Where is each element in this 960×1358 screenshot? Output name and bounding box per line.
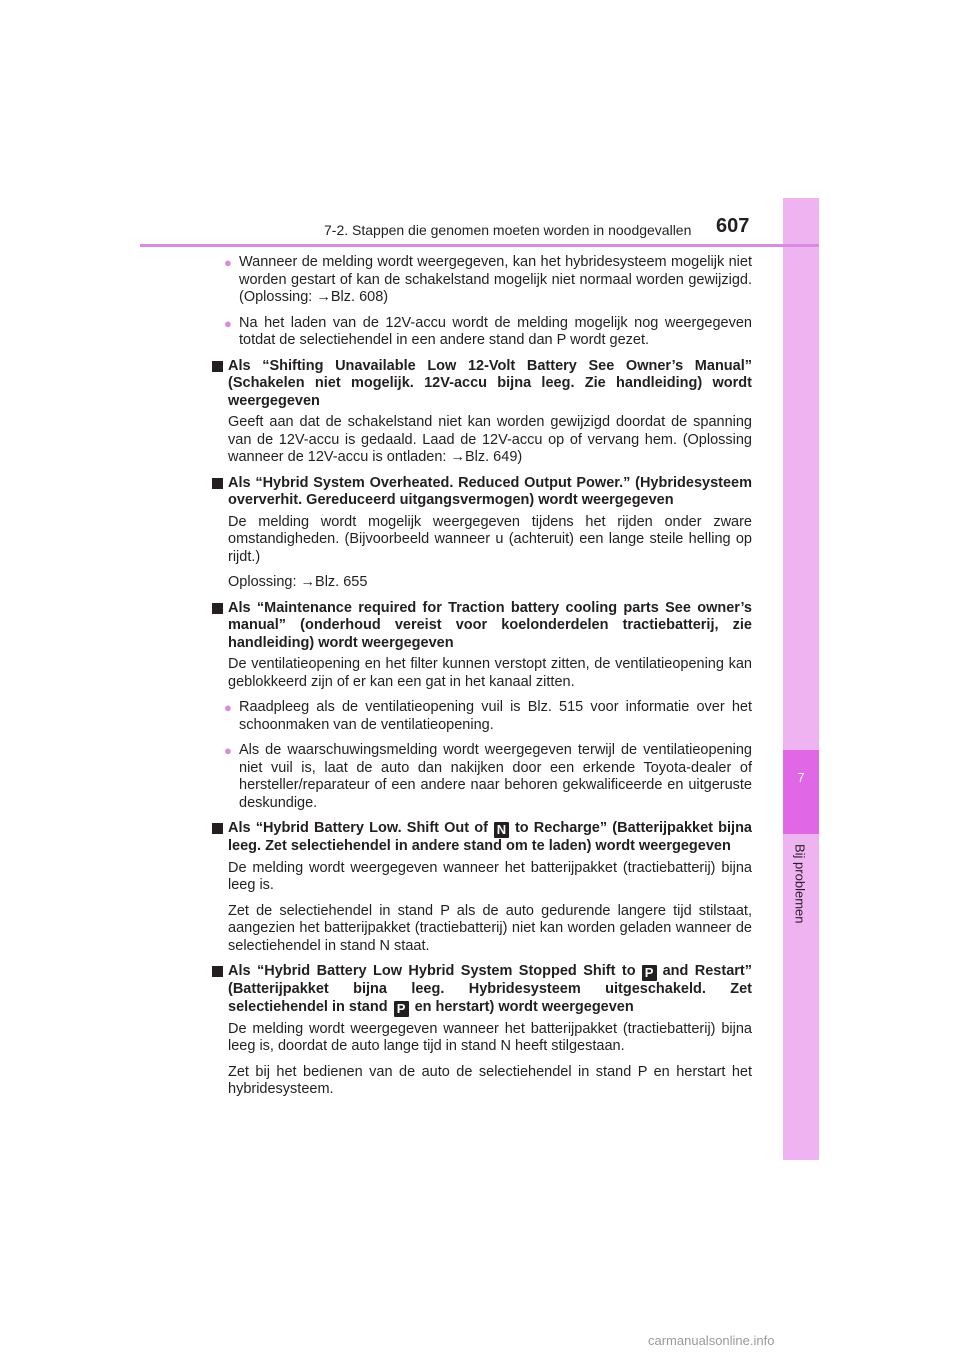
section-paragraph: Zet de selectiehendel in stand P als de auto gedurende langere tijd stilstaat, aangezien het batterijpakket (tractiebatterij) niet kan worden geladen wanneer de selectiehendel in stand N staat. bbox=[228, 902, 752, 954]
section-title: Als “Hybrid Battery Low. Shift Out of N to Recharge” (Batterijpakket bijna leeg. Zet selectiehendel in andere stand om te laden) wordt weergegeven bbox=[228, 820, 752, 854]
chapter-tab-active bbox=[783, 750, 819, 834]
page-number: 607 bbox=[716, 215, 750, 237]
section-system-overheated bbox=[212, 475, 752, 510]
watermark: carmanualsonline.info bbox=[648, 1333, 775, 1348]
section-square-icon bbox=[212, 361, 223, 372]
section-header-title: 7-2. Stappen die genomen moeten worden in noodgevallen bbox=[324, 222, 692, 238]
section-square-icon bbox=[212, 478, 223, 489]
section-title: Als “Shifting Unavailable Low 12-Volt Battery See Owner’s Manual” (Schakelen niet mogelijk. 12V-accu bijna leeg. Zie handleiding) wordt weergegeven bbox=[228, 357, 752, 409]
section-hybrid-system-stopped bbox=[212, 963, 752, 1017]
section-bullet: ● Raadpleeg als de ventilatieopening vuil is Blz. 515 voor informatie over het schoonmaken van de ventilatieopening. bbox=[224, 699, 752, 733]
section-hybrid-battery-low bbox=[212, 820, 752, 856]
intro-bullet: ● Wanneer de melding wordt weergegeven, kan het hybridesysteem mogelijk niet worden gestart of kan de schakelstand mogelijk niet normaal worden gewijzigd. (Oplossing: →Blz. 608) bbox=[224, 254, 752, 305]
chapter-number: 7 bbox=[797, 770, 805, 785]
section-square-icon bbox=[212, 966, 223, 977]
header-rule bbox=[140, 244, 819, 247]
section-square-icon bbox=[212, 603, 223, 614]
section-paragraph: De melding wordt mogelijk weergegeven tijdens het rijden onder zware omstandigheden. (Bijvoorbeeld wanneer u (achteruit) een lange steile helling op rijdt.) bbox=[228, 513, 752, 565]
section-title: Als “Maintenance required for Traction battery cooling parts See owner’s manual” (onderhoud vereist voor koelonderdelen tractiebatterij, zie handleiding) wordt weergegeven bbox=[228, 599, 752, 651]
section-paragraph: Oplossing: →Blz. 655 bbox=[228, 574, 368, 590]
section-paragraph: Geeft aan dat de schakelstand niet kan worden gewijzigd doordat de spanning van de 12V-accu is gedaald. Laad de 12V-accu op of vervang hem. (Oplossing wanneer de 12V-accu is ontladen: →Blz. 649) bbox=[228, 414, 752, 465]
intro-bullet: ● Na het laden van de 12V-accu wordt de melding mogelijk nog weergegeven totdat de selectiehendel in een andere stand dan P wordt gezet. bbox=[224, 314, 752, 348]
bullet-dot-icon: ● bbox=[224, 315, 232, 331]
chapter-side-tab bbox=[783, 198, 819, 1160]
shift-p-icon: P bbox=[642, 965, 657, 981]
section-paragraph: Zet bij het bedienen van de auto de selectiehendel in stand P en herstart het hybridesysteem. bbox=[228, 1063, 752, 1097]
shift-p-icon: P bbox=[394, 1001, 409, 1017]
bullet-dot-icon: ● bbox=[224, 255, 232, 270]
shift-n-icon: N bbox=[494, 822, 509, 838]
section-paragraph: De melding wordt weergegeven wanneer het batterijpakket (tractiebatterij) bijna leeg is. bbox=[228, 859, 752, 893]
section-square-icon bbox=[212, 823, 223, 834]
section-title: Als “Hybrid Battery Low Hybrid System Stopped Shift to P and Restart” (Batterijpakket bijna leeg. Hybridesysteem uitgeschakeld. Zet selectiehendel in stand P en herstart) wordt weergegeven bbox=[228, 963, 752, 1016]
section-title: Als “Hybrid System Overheated. Reduced Output Power.” (Hybridesysteem oververhit. Gereduceerd uitgangsvermogen) wordt weergegeven bbox=[228, 474, 752, 508]
section-paragraph: De melding wordt weergegeven wanneer het batterijpakket (tractiebatterij) bijna leeg is, doordat de auto lange tijd in stand N heeft stilgestaan. bbox=[228, 1020, 752, 1054]
section-bullet: ● Als de waarschuwingsmelding wordt weergegeven terwijl de ventilatieopening niet vuil is, laat de auto dan nakijken door een erkende Toyota-dealer of hersteller/reparateur of een andere naar behoren gekwalificeerde en uitgeruste deskundige. bbox=[224, 742, 752, 811]
chapter-name: Bij problemen bbox=[792, 844, 808, 924]
bullet-dot-icon: ● bbox=[224, 700, 232, 715]
section-shifting-unavailable bbox=[212, 358, 752, 411]
page-content bbox=[212, 254, 752, 1107]
bullet-dot-icon: ● bbox=[224, 743, 232, 758]
section-maintenance-required bbox=[212, 600, 752, 653]
section-paragraph: De ventilatieopening en het filter kunnen verstopt zitten, de ventilatieopening kan geblokkeerd zijn of er kan een gat in het kanaal zitten. bbox=[228, 656, 752, 690]
